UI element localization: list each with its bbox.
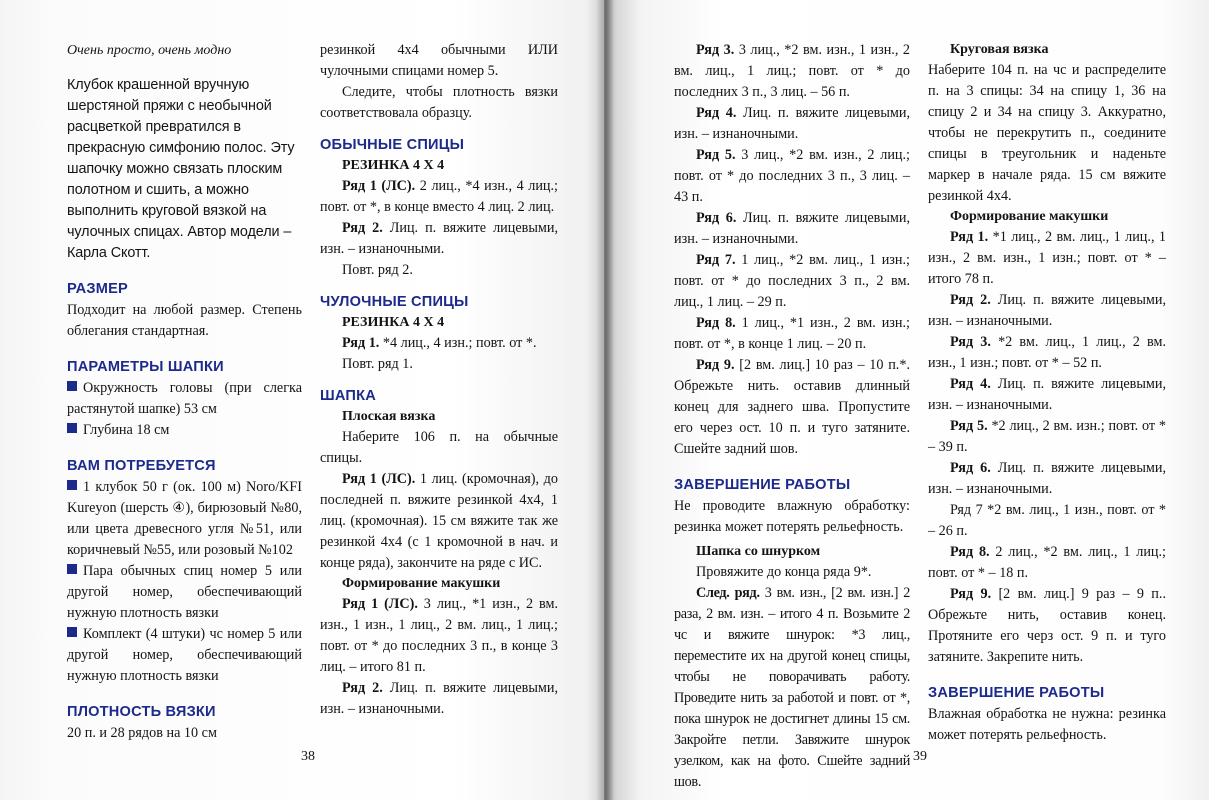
row-text: 1 лиц., *1 изн., 2 вм. изн.; повт. от *, в конце 1 лиц. – 20 п. [674, 315, 910, 352]
row-label: Ряд 2. [950, 292, 991, 308]
row-label: Ряд 4. [950, 376, 991, 392]
page-39 [604, 0, 1209, 800]
row-text: 2 лиц., *2 вм. лиц., 1 лиц.; повт. от * – 18 п. [928, 544, 1166, 581]
finishing-heading: ЗАВЕРШЕНИЕ РАБОТЫ [674, 477, 851, 493]
row-label: Ряд 7 [950, 502, 983, 518]
intro-text: Клубок крашенной вручную шерстяной пряжи с необычной расцветкой превратился в прекрасную симфонию полос. Эту шапочку можно связать плоским полотном и сшить, а можно выполнить круговой вязкой на чулочных спицах. Автор модели – Карла Скотт. [67, 77, 295, 261]
dpn-heading: ЧУЛОЧНЫЕ СПИЦЫ [320, 294, 469, 310]
row-text: Лиц. п. вяжите лицевыми, изн. – изнаночными. [928, 292, 1166, 329]
blue-square-bullet-icon [67, 564, 77, 574]
flat-cast-on: Наберите 106 п. на обычные спицы. [320, 429, 558, 466]
right-column-1 [674, 40, 910, 793]
round-knit-heading: Круговая вязка [950, 42, 1049, 57]
row-text: *4 лиц., 4 изн.; повт. от *. [379, 335, 537, 351]
round-knit-text: Наберите 104 п. на чс и распределите п. на 3 спицы: 34 на спицу 1, 36 на спицу 2 и 34 на спицу 3. Аккуратно, чтобы не перекрутить п., соедините спицы в треугольник и наденьте маркер в начале ряда. 15 см вяжите резинкой 4х4. [928, 62, 1166, 204]
finishing-text: Влажная обработка не нужна: резинка может потерять рельефность. [928, 706, 1166, 743]
page-number: 38 [301, 749, 315, 764]
materials-item [67, 561, 302, 624]
pattern-row [320, 176, 558, 218]
pattern-row [320, 469, 558, 574]
blue-square-bullet-icon [67, 627, 77, 637]
gauge-heading: ПЛОТНОСТЬ ВЯЗКИ [67, 704, 216, 720]
row-text: Лиц. п. вяжите лицевыми, изн. – изнаночными. [320, 680, 558, 717]
row-text: *2 вм. лиц., 1 лиц., 2 вм. изн., 1 изн.; повт. от * – 52 п. [928, 334, 1166, 371]
blue-square-bullet-icon [67, 381, 77, 391]
page-number: 39 [913, 749, 927, 764]
pattern-row [928, 584, 1166, 668]
pattern-row: Повт. ряд 2. [342, 262, 413, 278]
materials-item-text: Пара обычных спиц номер 5 или другой номер, обеспечивающий нужную плотность вязки [67, 563, 302, 621]
gauge-text-cont: резинкой 4х4 обычными ИЛИ чулочными спицами номер 5. [320, 42, 558, 79]
right-column-2 [928, 40, 1166, 746]
params-item [67, 378, 302, 420]
gauge-check: Следите, чтобы плотность вязки соответствовала образцу. [320, 84, 558, 121]
materials-item [67, 624, 302, 687]
pattern-row [674, 355, 910, 460]
row-label: Ряд 3. [950, 334, 991, 350]
row-text: Лиц. п. вяжите лицевыми, изн. – изнаночными. [928, 460, 1166, 497]
pattern-row [674, 145, 910, 208]
materials-item [67, 477, 302, 561]
row-text: [2 вм. лиц.] 9 раз – 9 п.. Обрежьте нить, оставив конец. Протяните его черз ост. 9 п. и туго затяните. Закрепите нить. [928, 586, 1166, 665]
row-label: Ряд 1 (ЛС). [342, 596, 418, 612]
pattern-row [320, 678, 558, 720]
pattern-row [320, 594, 558, 678]
flat-knit-heading: Плоская вязка [342, 409, 436, 424]
finishing-heading: ЗАВЕРШЕНИЕ РАБОТЫ [928, 685, 1105, 701]
hat-heading: ШАПКА [320, 388, 376, 404]
row-text: 3 вм. изн., [2 вм. изн.] 2 раза, 2 вм. изн. – итого 4 п. Возьмите 2 чс и вяжите шнурок: *3 лиц., переместите их на другой конец спицы, чтобы не поворачивать работу. Проведите нить за работой и повт. от *, пока шнурок не достигнет длины 15 см. Закройте петли. Завяжите шнурок узелком, как на фото. Сшейте задний шов. [674, 585, 910, 790]
pattern-row [928, 332, 1166, 374]
pattern-row [928, 542, 1166, 584]
row-label: Ряд 5. [696, 147, 736, 163]
row-text: *2 лиц., 2 вм. изн.; повт. от * – 39 п. [928, 418, 1167, 455]
row-text: 3 лиц., *2 вм. изн., 1 изн., 2 вм. лиц., 1 лиц.; повт. от * до последних 3 п., 3 лиц. – 56 п. [674, 42, 910, 100]
materials-heading: ВАМ ПОТРЕБУЕТСЯ [67, 458, 216, 474]
row-label: Ряд 9. [950, 586, 992, 602]
row-label: Ряд 8. [950, 544, 990, 560]
row-text: 1 лиц. (кромочная), до последней п. вяжите резинкой 4х4, 1 лиц. (кромочная). 15 см вяжите так же резинкой 4х4 (с 1 кромочной в нач. и конце ряда), закончите на ряде с ИС. [320, 471, 558, 571]
params-item [67, 420, 302, 441]
row-text: *1 лиц., 2 вм. лиц., 1 лиц., 1 изн., 2 вм. изн., 1 изн.; повт. от * – итого 78 п. [928, 229, 1166, 287]
pattern-row [320, 218, 558, 260]
row-label: Ряд 1. [342, 335, 380, 351]
left-column-1 [67, 40, 302, 744]
page-38 [0, 0, 604, 800]
pattern-row [928, 227, 1166, 290]
row-text: 1 лиц., *2 вм. лиц., 1 изн.; повт. от * до последних 3 п., 2 вм. лиц., 1 лиц. – 29 п. [674, 252, 910, 310]
row-label: Ряд 2. [342, 220, 383, 236]
size-heading: РАЗМЕР [67, 281, 128, 297]
pattern-row [674, 208, 910, 250]
cord-hat-heading: Шапка со шнурком [696, 544, 821, 559]
cord-intro: Провяжите до конца ряда 9*. [696, 564, 872, 580]
row-text: Лиц. п. вяжите лицевыми, изн. – изнаночными. [320, 220, 558, 257]
row-label: Ряд 7. [696, 252, 736, 268]
materials-item-text: 1 клубок 50 г (ок. 100 м) Noro/KFI Kureyon (шерсть ④), бирюзовый №80, или цвета древесного угля №51, или коричневый №55, или розовый №102 [67, 479, 302, 558]
params-item-text: Окружность головы (при слегка растянутой шапке) 53 см [67, 380, 302, 417]
book-gutter [596, 0, 614, 800]
row-label: Ряд 8. [696, 315, 736, 331]
crown-heading: Формирование макушки [950, 209, 1109, 224]
row-text: [2 вм. лиц.] 10 раз – 10 п.*. Обрежьте нить. оставив длинный конец для заднего шва. Пропустите его через ост. 10 п. и туго затяните. Сшейте задний шов. [674, 357, 910, 457]
pattern-row: Повт. ряд 1. [342, 356, 413, 372]
params-item-text: Глубина 18 см [83, 422, 170, 438]
row-text: Лиц. п. вяжите лицевыми, изн. – изнаночными. [928, 376, 1166, 413]
pattern-row [928, 290, 1166, 332]
row-label: След. ряд. [696, 585, 760, 601]
blue-square-bullet-icon [67, 423, 77, 433]
gauge-text: 20 п. и 28 рядов на 10 см [67, 725, 217, 741]
row-label: Ряд 1 (ЛС). [342, 178, 416, 194]
finishing-text: Не проводите влажную обработку: резинка может потерять рельефность. [674, 498, 910, 535]
row-text: *2 вм. лиц., 1 изн., повт. от * – 26 п. [928, 502, 1167, 539]
pattern-row [928, 500, 1166, 542]
row-label: Ряд 1 (ЛС). [342, 471, 416, 487]
row-text: Лиц. п. вяжите лицевыми, изн. – изнаночными. [674, 105, 910, 142]
row-label: Ряд 3. [696, 42, 735, 58]
row-label: Ряд 6. [950, 460, 991, 476]
row-label: Ряд 4. [696, 105, 737, 121]
left-column-2 [320, 40, 558, 720]
rib-heading: РЕЗИНКА 4 Х 4 [342, 158, 445, 173]
row-text: 3 лиц., *2 вм. изн., 2 лиц.; повт. от * до последних 3 п., 3 лиц. – 43 п. [674, 147, 910, 205]
materials-item-text: Комплект (4 штуки) чс номер 5 или другой номер, обеспечивающий нужную плотность вязки [67, 626, 302, 684]
pattern-row [928, 374, 1166, 416]
row-text: 2 лиц., *4 изн., 4 лиц.; повт. от *, в конце вместо 4 лиц. 2 лиц. [320, 178, 558, 215]
size-text: Подходит на любой размер. Степень облегания стандартная. [67, 302, 302, 339]
pattern-row [928, 458, 1166, 500]
row-label: Ряд 5. [950, 418, 988, 434]
row-label: Ряд 9. [696, 357, 735, 373]
params-heading: ПАРАМЕТРЫ ШАПКИ [67, 359, 224, 375]
rib-heading: РЕЗИНКА 4 Х 4 [342, 315, 445, 330]
straight-needles-heading: ОБЫЧНЫЕ СПИЦЫ [320, 137, 465, 153]
row-label: Ряд 6. [696, 210, 737, 226]
blue-square-bullet-icon [67, 480, 77, 490]
pattern-row [674, 40, 910, 103]
row-label: Ряд 1. [950, 229, 989, 245]
row-text: 3 лиц., *1 изн., 2 вм. изн., 1 изн., 1 лиц., 2 вм. лиц., 1 лиц.; повт. от * до последних 3 п., в конце 3 лиц. – итого 81 п. [320, 596, 558, 675]
pattern-row [674, 250, 910, 313]
section-kicker: Очень просто, очень модно [67, 43, 232, 58]
crown-heading: Формирование макушки [342, 576, 501, 591]
pattern-row [674, 313, 910, 355]
row-label: Ряд 2. [342, 680, 383, 696]
pattern-row [674, 103, 910, 145]
pattern-row [674, 583, 910, 793]
pattern-row [320, 333, 558, 354]
pattern-row [928, 416, 1166, 458]
row-text: Лиц. п. вяжите лицевыми, изн. – изнаночными. [674, 210, 910, 247]
